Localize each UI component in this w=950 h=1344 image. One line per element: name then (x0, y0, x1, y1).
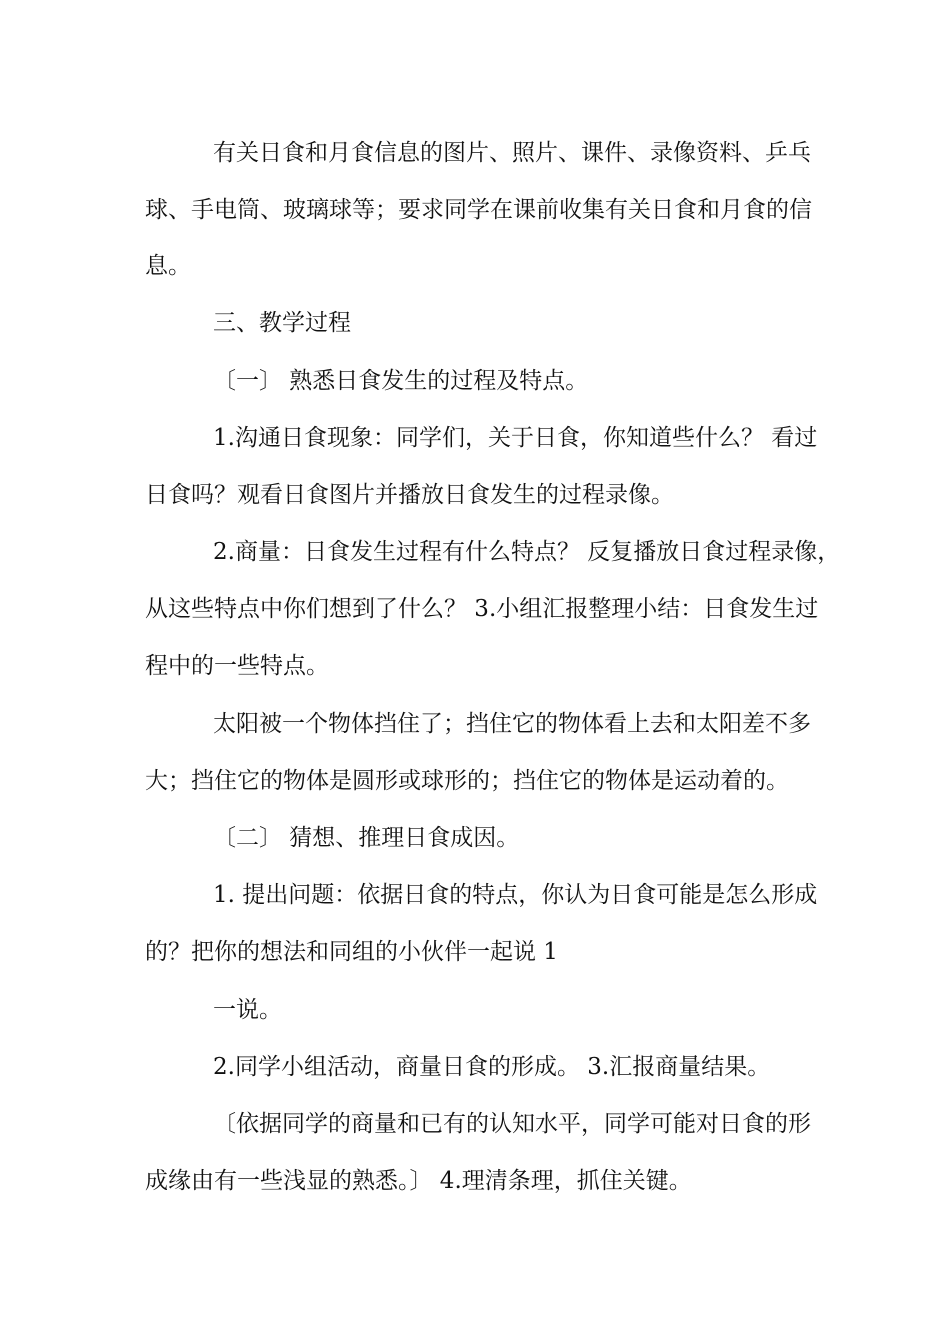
text-line: 从这些特点中你们想到了什么？ 3.小组汇报整理小结：日食发生过 (145, 596, 819, 622)
text-line: 太阳被一个物体挡住了；挡住它的物体看上去和太阳差不多 (213, 711, 811, 737)
text-line: 成缘由有一些浅显的熟悉。〕 4.理清条理，抓住关键。 (145, 1168, 692, 1194)
subsection-heading: 〔二〕 猜想、推理日食成因。 (213, 825, 520, 851)
text-line: 2.商量：日食发生过程有什么特点？ 反复播放日食过程录像， (213, 539, 841, 565)
text-line: 2.同学小组活动，商量日食的形成。 3.汇报商量结果。 (213, 1054, 771, 1080)
section-heading: 三、教学过程 (213, 310, 351, 336)
text-line: 的？把你的想法和同组的小伙伴一起说 1 (145, 939, 558, 965)
text-line: 程中的一些特点。 (145, 653, 329, 679)
text-line: 1. 提出问题：依据日食的特点，你认为日食可能是怎么形成 (213, 882, 818, 908)
text-line: 1.沟通日食现象：同学们，关于日食，你知道些什么？ 看过 (213, 425, 818, 451)
text-line: 大；挡住它的物体是圆形或球形的；挡住它的物体是运动着的。 (145, 768, 789, 794)
text-line: 〔依据同学的商量和已有的认知水平，同学可能对日食的形 (213, 1111, 811, 1137)
text-line: 球、手电筒、玻璃球等；要求同学在课前收集有关日食和月食的信 (145, 197, 812, 223)
text-line: 息。 (145, 253, 191, 279)
subsection-heading: 〔一〕 熟悉日食发生的过程及特点。 (213, 368, 589, 394)
text-line: 有关日食和月食信息的图片、照片、课件、录像资料、乒乓 (213, 140, 811, 166)
text-line: 一说。 (213, 997, 282, 1023)
text-line: 日食吗？观看日食图片并播放日食发生的过程录像。 (145, 482, 674, 508)
